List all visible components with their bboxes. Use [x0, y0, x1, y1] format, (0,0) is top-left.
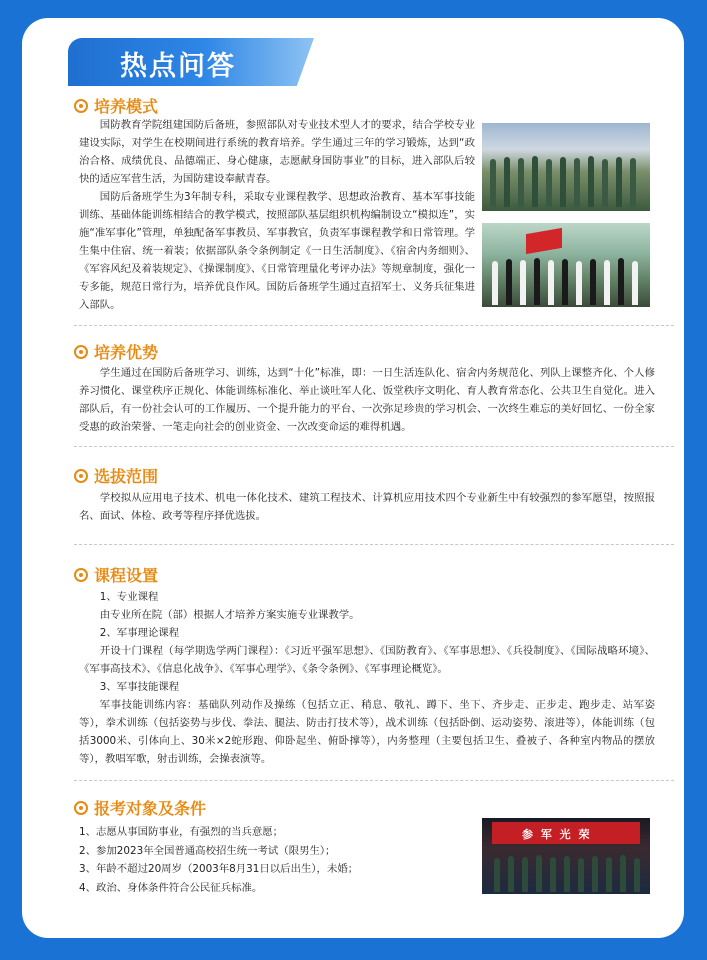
curriculum-item-body: 军事技能训练内容：基础队列动作及操练（包括立正、稍息、敬礼、蹲下、坐下、齐步走、正步走、跑步走、站军姿等），拳术训练（包括姿势与步伐、拳法、腿法、防击打技术等），战术训练（包括卧倒、运动姿势、滚进等），体能训练（包括3000米、引体向上、30米×2蛇形跑、仰卧起坐、俯卧撑等），内务整理（主要包括卫生、叠被子、各种室内物品的摆放等），教唱军歌，射击训练，会操表演等。 [79, 699, 655, 765]
training-advantage-text [79, 364, 655, 436]
curriculum-item-body: 由专业所在院（部）根据人才培养方案实施专业课教学。 [99, 609, 360, 621]
training-mode-text [79, 116, 475, 314]
curriculum-text [79, 588, 655, 768]
paragraph: 国防教育学院组建国防后备班，参照部队对专业技术型人才的要求，结合学校专业建设实际，对学生在校期间进行系统的教育培养。学生通过三年的学习锻炼，达到“政治合格、成绩优良、品德端正、身心健康，志愿献身国防事业”的目标，进入部队后较快的适应军营生活，为国防建设奉献青春。 [79, 119, 475, 185]
section-divider [74, 544, 674, 545]
bullseye-icon [74, 345, 88, 359]
section-heading-eligibility [74, 796, 206, 819]
list-item: 4、政治、身体条件符合公民征兵标准。 [79, 881, 263, 894]
section-heading-training-mode [74, 94, 158, 117]
section-divider [74, 446, 674, 447]
section-divider [74, 780, 674, 781]
section-title: 培养优势 [94, 343, 159, 362]
curriculum-item-body: 开设十门课程（每学期选学两门课程）：《习近平强军思想》、《国防教育》、《军事思想》、《兵役制度》、《国际战略环境》、《军事高技术》、《信息化战争》、《军事心理学》、《条令条例》、《军事理论概览》。 [79, 645, 655, 675]
section-title: 培养模式 [94, 97, 159, 116]
section-divider [74, 325, 674, 326]
selection-scope-text [79, 489, 655, 525]
banner-text: 参 军 光 荣 [522, 828, 592, 841]
section-title: 课程设置 [94, 566, 159, 585]
bullseye-icon [74, 568, 88, 582]
parade-flag-photo [482, 223, 650, 307]
section-title: 报考对象及条件 [94, 799, 207, 818]
section-heading-training-advantage [74, 340, 158, 363]
eligibility-list [79, 823, 475, 897]
section-title: 选拔范围 [94, 467, 159, 486]
list-item: 2、参加2023年全国普通高校招生统一考试（限男生）； [79, 844, 336, 857]
paragraph: 国防后备班学生为3年制专科，采取专业课程教学、思想政治教育、基本军事技能训练、基础体能训练相结合的教学模式，按照部队基层组织机构编制设立“模拟连”，实施“准军事化”管理，单独配备军事教员、军事教官，负责军事课程教学和日常管理。学生集中住宿、统一着装；依据部队条令条例制定《一日生活制度》、《宿舍内务细则》、《军容风纪及着装规定》、《操课制度》、《日常管理量化考评办法》等规章制度，强化一专多能，规范日常行为，培养优良作风。国防后备班学生通过直招军士、义务兵征集进入部队。 [79, 191, 475, 311]
section-heading-selection-scope [74, 464, 158, 487]
page-card [22, 18, 684, 938]
list-item: 3、年龄不超过20周岁（2003年8月31日以后出生），未婚； [79, 863, 359, 876]
bullseye-icon [74, 469, 88, 483]
military-drill-photo [482, 123, 650, 211]
curriculum-item-heading: 3、军事技能课程 [99, 681, 180, 693]
page-title: 热点问答 [120, 51, 236, 82]
stage-performance-photo [482, 818, 650, 894]
curriculum-item-heading: 2、军事理论课程 [99, 627, 180, 639]
bullseye-icon [74, 99, 88, 113]
bullseye-icon [74, 801, 88, 815]
paragraph: 学校拟从应用电子技术、机电一体化技术、建筑工程技术、计算机应用技术四个专业新生中有较强烈的参军愿望，按照报名、面试、体检、政考等程序择优选拔。 [79, 492, 655, 522]
paragraph: 学生通过在国防后备班学习、训练，达到“十化”标准，即：一日生活连队化、宿舍内务规范化、列队上课整齐化、个人修养习惯化、课堂秩序正规化、体能训练标准化、举止谈吐军人化、饭堂秩序文明化、育人教育常态化、公共卫生自觉化。进入部队后，有一份社会认可的工作履历、一个提升能力的平台、一次弥足珍贵的学习机会、一次终生难忘的美好回忆、一份全家受惠的政治荣誉、一笔走向社会的创业资金、一次改变命运的难得机遇。 [79, 367, 655, 433]
curriculum-item-heading: 1、专业课程 [99, 591, 159, 603]
section-heading-curriculum [74, 563, 158, 586]
flag-icon [526, 228, 562, 254]
list-item: 1、志愿从事国防事业，有强烈的当兵意愿； [79, 826, 284, 838]
